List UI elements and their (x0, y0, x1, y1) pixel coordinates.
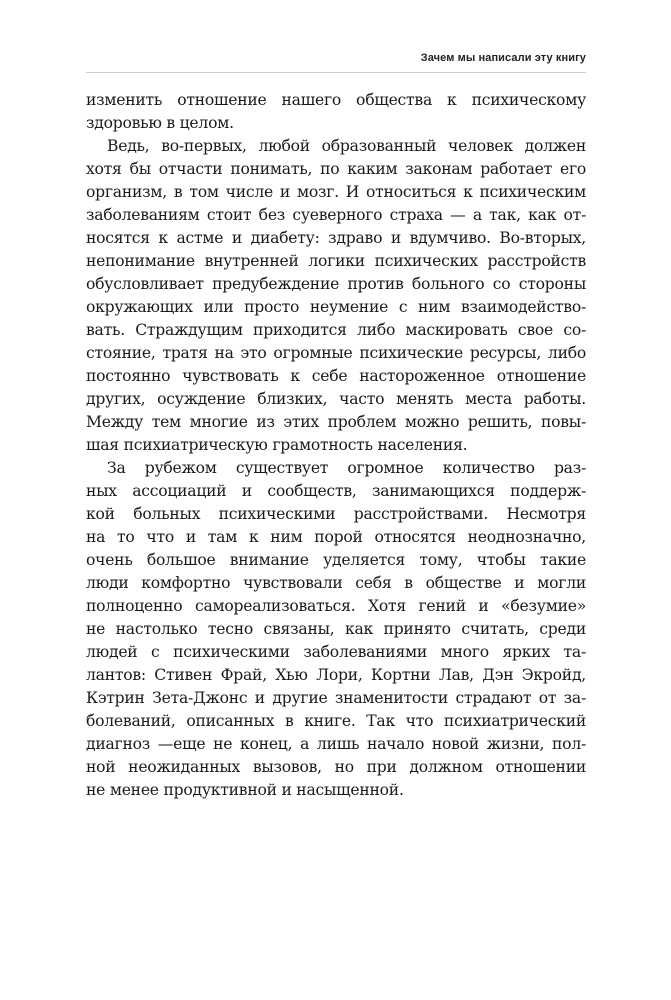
text-line: За рубежом существует огромное количество раз- (107, 459, 586, 477)
text-line: болеваний, описанных в книге. Так что психиатрический (86, 712, 586, 730)
text-line: окружающих или просто неумение с ним взаимодейство- (86, 298, 586, 316)
text-line: люди комфортно чувствовали себя в обществе и могли (86, 574, 586, 592)
text-line: стояние, тратя на это огромные психические ресурсы, либо (86, 344, 586, 362)
paragraph (86, 89, 586, 135)
text-line: на то что и там к ним порой относятся неоднозначно, (86, 528, 586, 546)
text-line: диагноз —еще не конец, а лишь начало новой жизни, пол- (86, 735, 586, 753)
text-line: заболеваниям стоит без суеверного страха — а так, как от- (86, 206, 586, 224)
text-line: носятся к астме и диабету: здраво и вдумчиво. Во-вторых, (86, 229, 586, 247)
paragraph (86, 457, 586, 802)
header-rule (86, 72, 586, 73)
text-line: непонимание внутренней логики психических расстройств (86, 252, 586, 270)
text-line: организм, в том числе и мозг. И относиться к психическим (86, 183, 586, 201)
text-line: кой больных психическими расстройствами. Несмотря (86, 505, 586, 523)
text-line: не настолько тесно связаны, как принято считать, среди (86, 620, 586, 638)
text-line: очень большое внимание уделяется тому, чтобы такие (86, 551, 586, 569)
text-line: ной неожиданных вызовов, но при должном отношении (86, 758, 586, 776)
text-line: изменить отношение нашего общества к психическому (86, 91, 586, 109)
text-line: лантов: Стивен Фрай, Хью Лори, Кортни Лав, Дэн Экройд, (86, 666, 586, 684)
running-head: Зачем мы написали эту книгу (420, 52, 586, 64)
body-text (86, 89, 586, 802)
paragraph (86, 135, 586, 457)
text-line: ных ассоциаций и сообществ, занимающихся поддерж- (86, 482, 586, 500)
text-line: вать. Страждущим приходится либо маскировать свое со- (86, 321, 586, 339)
text-line: не менее продуктивной и насыщенной. (86, 781, 404, 799)
text-line: Ведь, во-первых, любой образованный человек должен (107, 137, 586, 155)
text-line: постоянно чувствовать к себе настороженное отношение (86, 367, 586, 385)
text-line: хотя бы отчасти понимать, по каким законам работает его (86, 160, 586, 178)
text-line: других, осуждение близких, часто менять места работы. (86, 390, 586, 408)
text-line: шая психиатрическую грамотность населения. (86, 436, 468, 454)
text-line: Между тем многие из этих проблем можно решить, повы- (86, 413, 586, 431)
text-line: обусловливает предубеждение против больного со стороны (86, 275, 586, 293)
text-line: полноценно самореализоваться. Хотя гений и «безумие» (86, 597, 586, 615)
text-line: здоровью в целом. (86, 114, 234, 132)
text-line: людей с психическими заболеваниями много ярких та- (86, 643, 586, 661)
text-line: Кэтрин Зета-Джонс и другие знаменитости страдают от за- (86, 689, 586, 707)
